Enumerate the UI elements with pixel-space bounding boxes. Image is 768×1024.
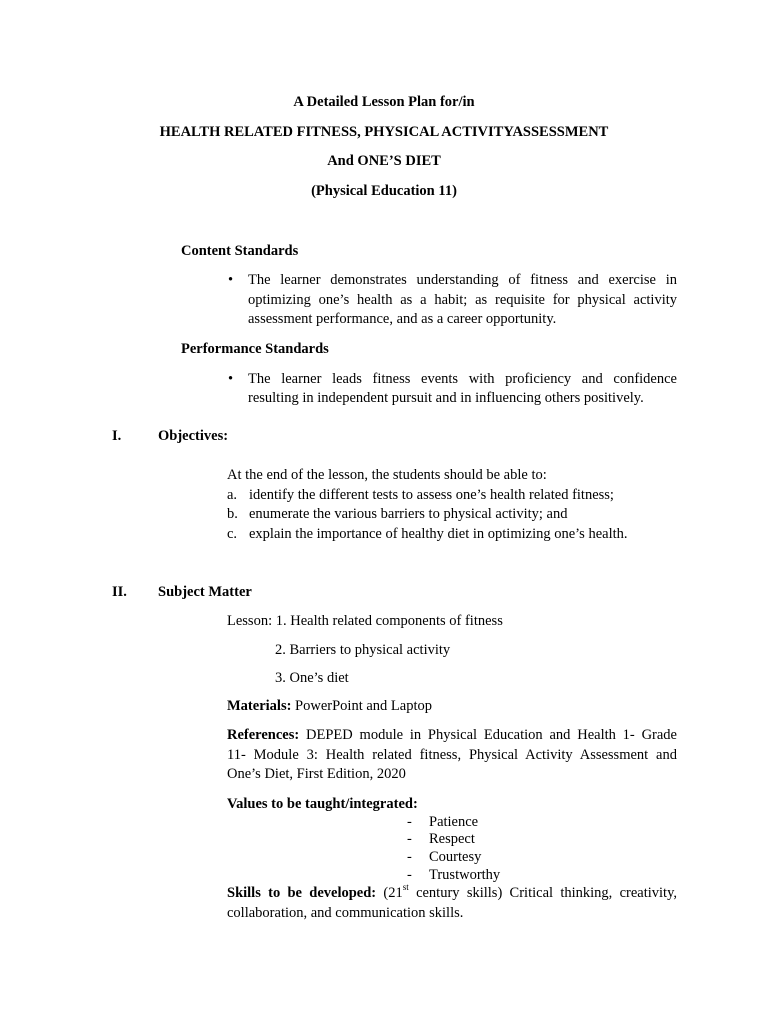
subject-matter-heading: Subject Matter: [158, 584, 252, 600]
references-line-1: [227, 725, 677, 745]
performance-standards-line-2: resulting in independent pursuit and in influencing others positively.: [248, 390, 644, 406]
skills-superscript: st: [402, 882, 409, 893]
skills-line-2: collaboration, and communication skills.: [227, 905, 464, 921]
values-label: Values to be taught/integrated:: [227, 796, 418, 812]
value-item: Respect: [429, 831, 475, 847]
content-standards-line-2: optimizing one’s health as a habit; as requisite for physical activity: [248, 292, 677, 308]
objective-letter-a: a.: [227, 487, 238, 503]
skills-label: Skills to be developed:: [227, 885, 377, 901]
materials-label: Materials:: [227, 698, 292, 714]
skills-line-1: [227, 883, 677, 903]
performance-standards-bullet: •: [228, 371, 234, 387]
objectives-heading: Objectives:: [158, 428, 229, 444]
objective-text-c: explain the importance of healthy diet in optimizing one’s health.: [249, 526, 628, 542]
objective-text-a: identify the different tests to assess one’s health related fitness;: [249, 487, 614, 503]
references-text-1: DEPED module in Physical Education and Health 1- Grade: [306, 727, 677, 743]
value-item: Courtesy: [429, 849, 482, 865]
content-standards-line-1: The learner demonstrates understanding of fitness and exercise in: [248, 272, 677, 288]
header-line-2: HEALTH RELATED FITNESS, PHYSICAL ACTIVITYASSESSMENT: [159, 124, 609, 140]
value-item: Trustworthy: [429, 867, 501, 883]
references-line-3: One’s Diet, First Edition, 2020: [227, 766, 406, 782]
lesson-line: Lesson: 1. Health related components of fitness: [227, 613, 503, 629]
skills-open: (21: [383, 885, 403, 901]
references-label: References:: [227, 727, 300, 743]
value-item: Patience: [429, 814, 479, 830]
content-standards-bullet: •: [228, 272, 234, 288]
objectives-numeral: I.: [112, 428, 122, 444]
value-dash-1: -: [407, 814, 412, 830]
objective-letter-c: c.: [227, 526, 238, 542]
lesson-item-3: 3. One’s diet: [275, 670, 349, 686]
header-line-1: A Detailed Lesson Plan for/in: [293, 94, 475, 110]
value-dash-2: -: [407, 831, 412, 847]
materials-line: [227, 696, 432, 716]
objectives-intro: At the end of the lesson, the students should be able to:: [227, 467, 547, 483]
subject-matter-numeral: II.: [112, 584, 127, 600]
performance-standards-line-1: The learner leads fitness events with proficiency and confidence: [248, 371, 677, 387]
header-line-4: (Physical Education 11): [311, 183, 457, 199]
lesson-item-2: 2. Barriers to physical activity: [275, 642, 451, 658]
value-dash-4: -: [407, 867, 412, 883]
references-line-2: 11- Module 3: Health related fitness, Physical Activity Assessment and: [227, 747, 677, 763]
content-standards-line-3: assessment performance, and as a career opportunity.: [248, 311, 557, 327]
value-dash-3: -: [407, 849, 412, 865]
skills-text-1: century skills) Critical thinking, creativity,: [416, 885, 677, 901]
objective-text-b: enumerate the various barriers to physical activity; and: [249, 506, 568, 522]
objective-letter-b: b.: [227, 506, 238, 522]
performance-standards-heading: Performance Standards: [181, 341, 329, 357]
content-standards-heading: Content Standards: [181, 243, 299, 259]
header-line-3: And ONE’S DIET: [327, 153, 441, 169]
materials-text: PowerPoint and Laptop: [295, 698, 432, 714]
